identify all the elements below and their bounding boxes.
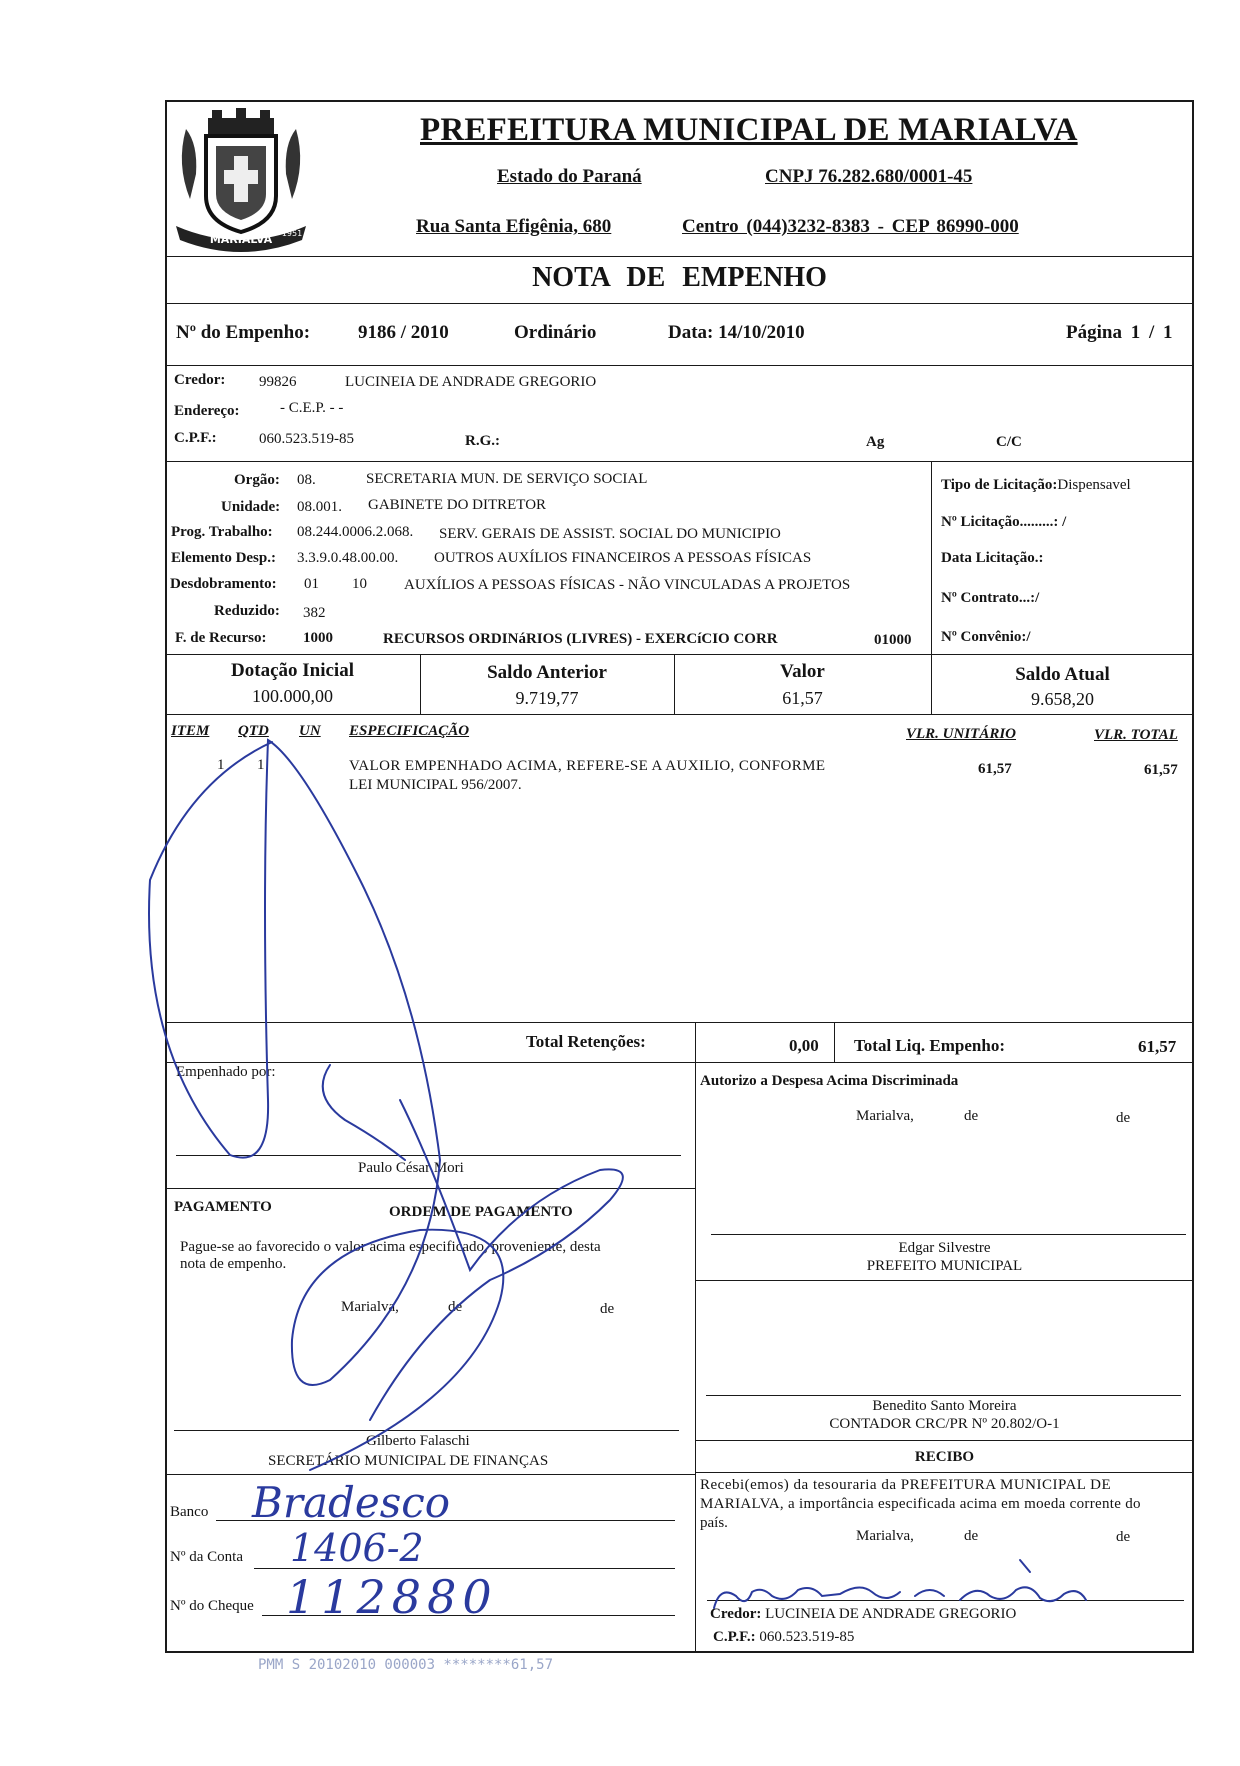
desdobramento-code-a: 01 — [304, 576, 319, 592]
agency-label: Ag — [866, 434, 885, 450]
unidade-label: Unidade: — [221, 499, 281, 515]
footer-stamp: PMM S 20102010 000003 ********61,57 — [258, 1657, 554, 1673]
account-label: C/C — [996, 434, 1022, 450]
col-header-vlr-unitario: VLR. UNITÁRIO — [906, 726, 1017, 742]
elemento-label: Elemento Desp.: — [171, 550, 276, 566]
conta-handwritten: 1406-2 — [290, 1526, 424, 1570]
address-street: Rua Santa Efigênia, 680 — [416, 216, 612, 237]
cheque-label: Nº do Cheque — [170, 1598, 254, 1614]
empenho-type: Ordinário — [514, 322, 597, 343]
cheque-handwritten: 112880 — [286, 1570, 498, 1624]
total-retencoes-value: 0,00 — [789, 1036, 819, 1055]
col-header-un: UN — [299, 723, 321, 739]
credor-signature — [714, 1587, 1086, 1608]
banco-handwritten: Bradesco — [252, 1478, 451, 1527]
credor-signature-accent — [1020, 1560, 1030, 1572]
recibo-text-line1: Recebi(emos) da tesouraria da PREFEITURA MUNICIPAL DE — [700, 1477, 1112, 1493]
col-header-item: ITEM — [171, 723, 210, 739]
recibo-text-line3: país. — [700, 1515, 728, 1531]
page-number: Página 1 / 1 — [1066, 322, 1173, 343]
conta-label: Nº da Conta — [170, 1549, 243, 1565]
endereco-label: Endereço: — [174, 403, 240, 419]
programa-label: Prog. Trabalho: — [171, 524, 273, 540]
recibo-date-de2: de — [1116, 1529, 1131, 1545]
saldo-anterior-value: 9.719,77 — [515, 688, 579, 708]
reduzido-code: 382 — [303, 605, 326, 621]
contador-signer: Benedito Santo Moreira — [872, 1398, 1017, 1414]
desdobramento-name: AUXÍLIOS A PESSOAS FÍSICAS - NÃO VINCULADAS A PROJETOS — [404, 577, 851, 593]
orgao-code: 08. — [297, 472, 316, 488]
recibo-cpf-value: 060.523.519-85 — [759, 1629, 855, 1645]
recibo-credor-label: Credor: — [710, 1606, 762, 1622]
elemento-name: OUTROS AUXÍLIOS FINANCEIROS A PESSOAS FÍSICAS — [434, 550, 812, 566]
autorizo-signer: Edgar Silvestre — [898, 1240, 991, 1256]
desdobramento-code-b: 10 — [352, 576, 367, 592]
document-title: NOTA DE EMPENHO — [532, 262, 827, 293]
saldo-atual-label: Saldo Atual — [1015, 664, 1110, 685]
pagamento-text-line2: nota de empenho. — [180, 1256, 287, 1272]
saldo-atual-value: 9.658,20 — [1031, 689, 1094, 709]
elemento-code: 3.3.9.0.48.00.00. — [297, 550, 399, 566]
address-contact: Centro (044)3232-8383 - CEP 86990-000 — [682, 216, 1019, 237]
pagamento-title: PAGAMENTO — [174, 1199, 272, 1215]
credor-code: 99826 — [259, 374, 297, 390]
banco-label: Banco — [170, 1504, 209, 1520]
pagamento-date-de2: de — [600, 1301, 615, 1317]
paulo-signature — [323, 1065, 405, 1160]
contrato-number: Nº Contrato...:/ — [941, 590, 1040, 606]
convenio-number: Nº Convênio:/ — [941, 629, 1031, 645]
programa-name: SERV. GERAIS DE ASSIST. SOCIAL DO MUNICIPIO — [439, 526, 781, 542]
empenho-number-label: Nº do Empenho: — [176, 322, 311, 343]
licitacao-number: Nº Licitação.........: / — [941, 514, 1067, 530]
dotacao-inicial-value: 100.000,00 — [252, 686, 333, 706]
recibo-title: RECIBO — [914, 1449, 975, 1465]
item-description-line2: LEI MUNICIPAL 956/2007. — [349, 777, 522, 793]
recibo-text-line2: MARIALVA, a importância especificada acima em moeda corrente do — [700, 1496, 1141, 1512]
item-number: 1 — [217, 757, 225, 773]
licitacao-date: Data Licitação.: — [941, 550, 1044, 566]
recibo-city: Marialva, — [856, 1528, 914, 1544]
ordem-pagamento-signature — [370, 1100, 623, 1420]
crest-year: 1951 — [281, 229, 303, 238]
orgao-name: SECRETARIA MUN. DE SERVIÇO SOCIAL — [366, 471, 648, 487]
unidade-code: 08.001. — [297, 499, 342, 515]
fonte-name: RECURSOS ORDINáRIOS (LIVRES) - EXERCíCIO CORR — [383, 631, 778, 647]
cnpj: CNPJ 76.282.680/0001-45 — [765, 166, 973, 187]
saldo-anterior-label: Saldo Anterior — [487, 662, 607, 683]
total-retencoes-label: Total Retenções: — [526, 1032, 646, 1051]
item-description-line1: VALOR EMPENHADO ACIMA, REFERE-SE A AUXILIO, CONFORME — [349, 758, 826, 774]
pagamento-city: Marialva, — [341, 1299, 399, 1315]
cpf-label: C.P.F.: — [174, 430, 217, 446]
licitacao-type-label: Tipo de Licitação: — [941, 477, 1058, 493]
item-total-value: 61,57 — [1144, 762, 1178, 778]
empenho-date: Data: 14/10/2010 — [668, 322, 805, 343]
empenhado-por-label: Empenhado por: — [176, 1064, 276, 1080]
recibo-cpf-label: C.P.F.: — [713, 1629, 756, 1645]
item-unit-value: 61,57 — [978, 761, 1012, 777]
unidade-name: GABINETE DO DITRETOR — [368, 497, 547, 513]
dotacao-inicial-label: Dotação Inicial — [231, 660, 354, 681]
licitacao-type-value: Dispensavel — [1057, 477, 1131, 493]
desdobramento-label: Desdobramento: — [170, 576, 277, 592]
item-quantity: 1 — [257, 757, 265, 773]
col-header-especificacao: ESPECIFICAÇÃO — [349, 723, 470, 739]
autorizo-date-de2: de — [1116, 1110, 1131, 1126]
contador-signer-role: CONTADOR CRC/PR Nº 20.802/O-1 — [829, 1416, 1060, 1432]
total-liquido-label: Total Liq. Empenho: — [854, 1036, 1005, 1055]
valor-value: 61,57 — [782, 688, 823, 708]
credor-label: Credor: — [174, 372, 226, 388]
credor-cpf: 060.523.519-85 — [259, 431, 354, 447]
fonte-code: 1000 — [303, 630, 333, 646]
autorizo-title: Autorizo a Despesa Acima Discriminada — [700, 1073, 959, 1089]
state-name: Estado do Paraná — [497, 166, 642, 187]
ordem-pagamento-title: ORDEM DE PAGAMENTO — [389, 1204, 573, 1220]
pagamento-signer-role: SECRETÁRIO MUNICIPAL DE FINANÇAS — [268, 1453, 549, 1469]
col-header-vlr-total: VLR. TOTAL — [1094, 727, 1178, 743]
autorizo-signer-role: PREFEITO MUNICIPAL — [866, 1258, 1023, 1274]
empenhado-signer: Paulo César Mori — [358, 1160, 464, 1176]
recibo-date-de1: de — [964, 1528, 979, 1544]
page-title: PREFEITURA MUNICIPAL DE MARIALVA — [420, 112, 1078, 148]
pagamento-date-de1: de — [448, 1299, 463, 1315]
fonte-number: 01000 — [874, 632, 912, 648]
valor-label: Valor — [780, 661, 825, 682]
endereco-cep: - C.E.P. - - — [280, 400, 344, 416]
pagamento-text-line1: Pague-se ao favorecido o valor acima especificado, proveniente, desta — [180, 1239, 601, 1255]
programa-code: 08.244.0006.2.068. — [297, 524, 414, 540]
item-cancel-scribble — [149, 740, 503, 1470]
empenho-number: 9186 / 2010 — [358, 322, 449, 343]
recibo-credor-name: LUCINEIA DE ANDRADE GREGORIO — [765, 1606, 1017, 1622]
autorizo-city: Marialva, — [856, 1108, 914, 1124]
orgao-label: Orgão: — [234, 472, 280, 488]
autorizo-date-de1: de — [964, 1108, 979, 1124]
pagamento-signer: Gilberto Falaschi — [366, 1433, 470, 1449]
crest-label: MARIALVA — [209, 233, 273, 246]
col-header-qtd: QTD — [238, 723, 269, 739]
fonte-label: F. de Recurso: — [175, 630, 267, 646]
total-liquido-value: 61,57 — [1138, 1037, 1177, 1056]
rg-label: R.G.: — [465, 433, 500, 449]
credor-name: LUCINEIA DE ANDRADE GREGORIO — [345, 374, 597, 390]
reduzido-label: Reduzido: — [214, 603, 280, 619]
